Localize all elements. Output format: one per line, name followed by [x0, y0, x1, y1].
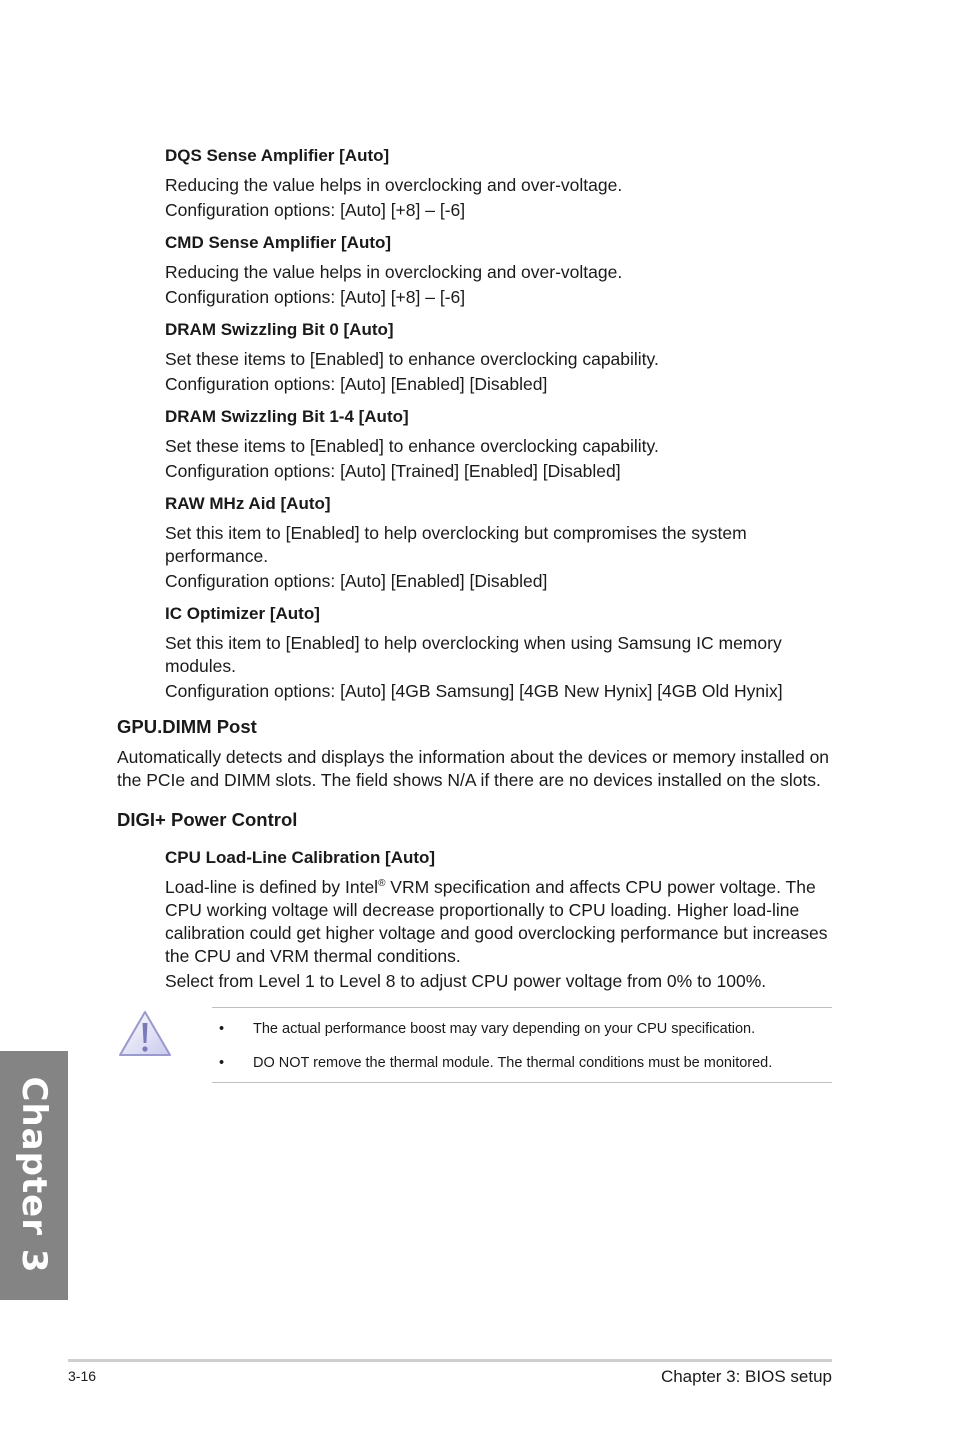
cmd-sense-amplifier-title: CMD Sense Amplifier [Auto]: [165, 233, 392, 252]
cpu-load-line-select-levels: Select from Level 1 to Level 8 to adjust CPU power voltage from 0% to 100%.: [165, 971, 767, 991]
dram-swizzling-bit0-title: DRAM Swizzling Bit 0 [Auto]: [165, 320, 394, 339]
swizzling-bit1-4-config-options: Configuration options: [Auto] [Trained] [Enabled] [Disabled]: [165, 461, 621, 481]
note-text: The actual performance boost may vary depending on your CPU specification.: [253, 1021, 756, 1037]
ic-optimizer-description: Set this item to [Enabled] to help overclocking when using Samsung IC memory modules.: [165, 633, 782, 676]
gpu-dimm-post-description: Automatically detects and displays the information about the devices or memory installed on the PCIe and DIMM slots. The field shows N/A if there are no devices installed on the slots.: [117, 747, 830, 790]
swizzling-bit0-config-options: Configuration options: [Auto] [Enabled] [Disabled]: [165, 374, 548, 394]
dqs-sense-amplifier-title: DQS Sense Amplifier [Auto]: [165, 146, 390, 165]
cpu-load-line-calibration-title: CPU Load-Line Calibration [Auto]: [165, 848, 436, 867]
raw-mhz-aid-config-options: Configuration options: [Auto] [Enabled] [Disabled]: [165, 571, 548, 591]
chapter-side-tab: [0, 1051, 68, 1300]
footer-chapter-title: Chapter 3: BIOS setup: [660, 1367, 832, 1386]
cpu-load-line-description: [165, 876, 833, 968]
swizzling-bit1-4-description: Set these items to [Enabled] to enhance overclocking capability.: [165, 436, 659, 456]
raw-mhz-aid-description: Set this item to [Enabled] to help overclocking but compromises the system performance.: [165, 523, 747, 566]
ic-optimizer-title: IC Optimizer [Auto]: [165, 604, 320, 623]
dqs-description: Reducing the value helps in overclocking and over-voltage.: [165, 175, 623, 195]
note-text: DO NOT remove the thermal module. The thermal conditions must be monitored.: [253, 1055, 773, 1071]
swizzling-bit0-description: Set these items to [Enabled] to enhance overclocking capability.: [165, 349, 659, 369]
bullet: •: [219, 1021, 225, 1037]
digi-power-control-heading: DIGI+ Power Control: [117, 809, 298, 830]
warning-triangle-icon: [117, 1009, 173, 1059]
cpu-load-line-text-a: Load-line is defined by Intel: [165, 877, 379, 897]
dqs-config-options: Configuration options: [Auto] [+8] – [-6]: [165, 200, 466, 220]
cmd-description: Reducing the value helps in overclocking and over-voltage.: [165, 262, 623, 282]
cmd-config-options: Configuration options: [Auto] [+8] – [-6]: [165, 287, 466, 307]
note-box: [212, 1007, 832, 1083]
page-number: 3-16: [68, 1368, 97, 1384]
registered-mark: ®: [378, 878, 386, 890]
ic-optimizer-config-options: Configuration options: [Auto] [4GB Samsung] [4GB New Hynix] [4GB Old Hynix]: [165, 681, 783, 701]
gpu-dimm-post-heading: GPU.DIMM Post: [117, 716, 257, 737]
dram-swizzling-bit1-4-title: DRAM Swizzling Bit 1-4 [Auto]: [165, 407, 409, 426]
footer-divider: [68, 1359, 832, 1362]
cpu-load-line-text-b: VRM specification and affects CPU power voltage. The CPU working voltage will decrease proportionally to CPU loading. Higher load-line calibration could get higher voltage and good overclocking performance but increases the CPU and VRM thermal conditions.: [165, 877, 828, 966]
bullet: •: [219, 1055, 225, 1071]
raw-mhz-aid-title: RAW MHz Aid [Auto]: [165, 494, 331, 513]
chapter-label: Chapter 3: [14, 1076, 54, 1274]
